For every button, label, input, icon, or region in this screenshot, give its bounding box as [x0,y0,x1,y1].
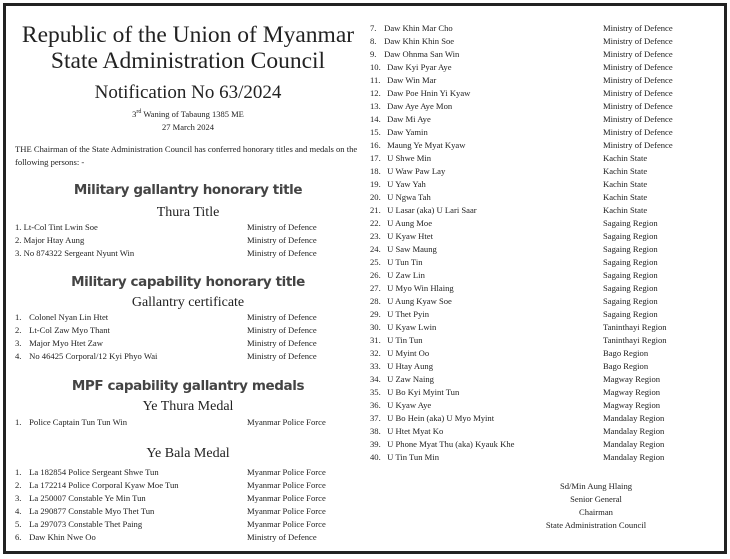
list-item [370,438,720,451]
item-name: U Thet Pyin [387,309,430,319]
item-name: La 182854 Police Sergeant Shwe Tun [29,467,159,477]
item-number: 7. [370,23,377,33]
list-item [370,425,720,438]
item-organization: Taninthayi Region [603,322,667,332]
item-name: U Aung Kyaw Soe [387,296,452,306]
date-myanmar-rest: Waning of Tabaung 1385 ME [141,109,244,119]
list-item [370,191,720,204]
list-item [370,308,720,321]
item-organization: Kachin State [603,179,648,189]
item-name: U Htet Myat Ko [387,426,444,436]
title-council: State Administration Council [50,48,326,74]
list-item [370,126,720,139]
section-heading-mpf: MPF capability gallantry medals [71,378,305,394]
item-organization: Ministry of Defence [603,88,673,98]
list-item [370,282,720,295]
item-number: 1. [15,417,22,427]
item-organization: Sagaing Region [603,244,658,254]
list-item [370,74,720,87]
item-organization: Ministry of Defence [603,101,673,111]
item-number: 11. [370,75,381,85]
item-organization: Bago Region [603,361,649,371]
list-ye-bala-medal-continued [370,22,720,464]
item-name: U Shwe Min [387,153,432,163]
item-organization: Bago Region [603,348,649,358]
item-number: 16. [370,140,381,150]
list-item [370,139,720,152]
list-item [370,269,720,282]
item-name: Daw Aye Aye Mon [387,101,453,111]
item-number: 1. [15,222,22,232]
list-item [370,217,720,230]
item-number: 21. [370,205,381,215]
list-item [370,230,720,243]
item-name: U Zaw Lin [387,270,425,280]
list-item [370,399,720,412]
item-organization: Mandalay Region [603,426,665,436]
item-number: 37. [370,413,381,423]
item-number: 19. [370,179,381,189]
item-organization: Myanmar Police Force [247,480,326,490]
list-item [370,87,720,100]
item-number: 2. [15,235,22,245]
item-name: U Tin Tun Min [387,452,439,462]
list-item [370,360,720,373]
list-item [370,373,720,386]
item-number: 27. [370,283,381,293]
item-number: 3. [15,338,22,348]
list-item [370,204,720,217]
item-number: 18. [370,166,381,176]
item-name: Daw Yamin [387,127,428,137]
list-item [15,479,365,492]
item-number: 3. [15,493,22,503]
item-name: U Phone Myat Thu (aka) Kyauk Khe [387,439,515,449]
item-name: U Ngwa Tah [387,192,431,202]
item-organization: Ministry of Defence [603,140,673,150]
item-number: 25. [370,257,381,267]
item-organization: Ministry of Defence [603,23,673,33]
item-number: 6. [15,532,22,542]
date-gregorian: 27 March 2024 [162,122,214,132]
item-name: Daw Ohnma San Win [384,49,460,59]
list-item [15,505,365,518]
list-gallantry-certificate [15,311,365,363]
list-item [15,531,365,544]
item-name: La 250007 Constable Ye Min Tun [29,493,146,503]
item-number: 33. [370,361,381,371]
item-organization: Myanmar Police Force [247,417,326,427]
item-name: U Kyaw Htet [387,231,433,241]
item-organization: Ministry of Defence [247,248,317,258]
item-name: Police Captain Tun Tun Win [29,417,128,427]
item-organization: Ministry of Defence [603,49,673,59]
date-ordinal: 3 [132,109,137,119]
item-name: Lt-Col Tint Lwin Soe [23,222,98,232]
subheading-thura-title: Thura Title [156,205,220,220]
item-name: Daw Mi Aye [387,114,431,124]
list-ye-thura-medal [15,416,365,429]
item-number: 3. [15,248,22,258]
item-number: 39. [370,439,381,449]
item-name: Maung Ye Myat Kyaw [387,140,466,150]
item-name: La 290877 Constable Myo Thet Tun [29,506,155,516]
item-number: 17. [370,153,381,163]
item-organization: Kachin State [603,205,648,215]
item-number: 2. [15,480,22,490]
item-organization: Myanmar Police Force [247,519,326,529]
item-organization: Magway Region [603,400,661,410]
item-name: U Bo Hein (aka) U Myo Myint [387,413,495,423]
item-organization: Ministry of Defence [603,127,673,137]
item-name: U Zaw Naing [387,374,434,384]
list-item [370,61,720,74]
list-item [370,321,720,334]
item-organization: Sagaing Region [603,270,658,280]
item-organization: Ministry of Defence [603,114,673,124]
item-organization: Magway Region [603,387,661,397]
list-item [370,113,720,126]
item-number: 1. [15,312,22,322]
list-item [15,247,365,260]
item-organization: Ministry of Defence [247,532,317,542]
item-number: 30. [370,322,381,332]
item-name: U Bo Kyi Myint Tun [387,387,460,397]
section-heading-military-capability: Military capability honorary title [71,274,305,290]
item-organization: Ministry of Defence [247,338,317,348]
item-name: U Myo Win Hlaing [387,283,454,293]
item-number: 15. [370,127,381,137]
list-item [15,492,365,505]
intro-paragraph: THE Chairman of the State Administration Council has conferred honorary titles and medals on the following persons: - [15,144,358,167]
list-item [370,243,720,256]
notification-number: Notification No 63/2024 [94,82,282,103]
item-organization: Ministry of Defence [603,36,673,46]
item-organization: Sagaing Region [603,283,658,293]
item-name: Daw Poe Hnin Yi Kyaw [387,88,471,98]
item-name: Daw Kyi Pyar Aye [387,62,452,72]
item-name: U Saw Maung [387,244,437,254]
item-number: 10. [370,62,381,72]
item-organization: Sagaing Region [603,296,658,306]
item-name: Colonel Nyan Lin Htet [29,312,109,322]
list-item [370,295,720,308]
item-name: U Yaw Yah [387,179,426,189]
list-ye-bala-medal [15,466,365,544]
list-item [15,311,365,324]
list-item [15,350,365,363]
item-number: 26. [370,270,381,280]
item-number: 2. [15,325,22,335]
signature-name: Sd/Min Aung Hlaing [559,481,633,491]
item-organization: Ministry of Defence [603,75,673,85]
right-column [366,6,721,551]
item-number: 40. [370,452,381,462]
signature-title: Chairman [579,507,613,517]
item-organization: Myanmar Police Force [247,493,326,503]
list-item [370,100,720,113]
list-item [15,416,365,429]
item-number: 22. [370,218,381,228]
item-organization: Ministry of Defence [603,62,673,72]
item-organization: Ministry of Defence [247,312,317,322]
item-number: 38. [370,426,381,436]
subheading-gallantry-certificate: Gallantry certificate [131,295,245,310]
item-organization: Sagaing Region [603,231,658,241]
item-number: 5. [15,519,22,529]
item-number: 29. [370,309,381,319]
list-item [15,324,365,337]
list-item [15,466,365,479]
item-number: 14. [370,114,381,124]
item-organization: Kachin State [603,166,648,176]
list-item [15,518,365,531]
list-item [370,178,720,191]
item-organization: Magway Region [603,374,661,384]
list-thura-title [15,221,365,260]
date-myanmar [13,109,363,120]
list-item [370,22,720,35]
item-name: U Kyaw Aye [387,400,432,410]
item-organization: Mandalay Region [603,452,665,462]
item-name: Daw Khin Khin Soe [384,36,455,46]
left-column [13,6,363,551]
signature-body: State Administration Council [545,520,647,530]
item-name: U Lasar (aka) U Lari Saar [387,205,477,215]
item-name: U Tin Tun [387,335,423,345]
section-heading-military-gallantry: Military gallantry honorary title [73,182,303,198]
signature-rank: Senior General [570,494,622,504]
item-name: U Aung Moe [387,218,433,228]
item-organization: Kachin State [603,153,648,163]
item-number: 35. [370,387,381,397]
item-organization: Sagaing Region [603,218,658,228]
subheading-ye-bala-medal: Ye Bala Medal [146,446,230,461]
list-item [15,221,365,234]
item-number: 12. [370,88,381,98]
item-number: 9. [370,49,377,59]
item-name: Daw Win Mar [387,75,437,85]
item-number: 4. [15,351,22,361]
item-number: 24. [370,244,381,254]
item-organization: Mandalay Region [603,439,665,449]
item-organization: Kachin State [603,192,648,202]
list-item [370,451,720,464]
list-item [370,412,720,425]
item-name: La 172214 Police Corporal Kyaw Moe Tun [29,480,179,490]
list-item [370,334,720,347]
item-name: U Waw Paw Lay [387,166,446,176]
list-item [370,48,720,61]
item-number: 36. [370,400,381,410]
item-number: 20. [370,192,381,202]
title-republic: Republic of the Union of Myanmar [21,22,355,48]
item-number: 23. [370,231,381,241]
item-name: U Myint Oo [387,348,430,358]
list-item [370,165,720,178]
list-item [15,337,365,350]
subheading-ye-thura-medal: Ye Thura Medal [142,399,234,414]
list-item [370,347,720,360]
item-organization: Ministry of Defence [247,235,317,245]
item-organization: Ministry of Defence [247,325,317,335]
item-organization: Taninthayi Region [603,335,667,345]
item-organization: Mandalay Region [603,413,665,423]
item-number: 34. [370,374,381,384]
item-name: U Tun Tin [387,257,423,267]
item-number: 13. [370,101,381,111]
item-name: Major Htay Aung [23,235,85,245]
item-number: 4. [15,506,22,516]
item-name: No 46425 Corporal/12 Kyi Phyo Wai [29,351,158,361]
item-organization: Sagaing Region [603,309,658,319]
list-item [370,256,720,269]
item-organization: Ministry of Defence [247,222,317,232]
item-organization: Ministry of Defence [247,351,317,361]
item-name: U Htay Aung [387,361,433,371]
item-name: No 874322 Sergeant Nyunt Win [23,248,135,258]
list-item [370,35,720,48]
item-name: La 297073 Constable Thet Paing [29,519,143,529]
item-name: Lt-Col Zaw Myo Thant [29,325,110,335]
list-item [15,234,365,247]
list-item [370,152,720,165]
item-name: Daw Khin Mar Cho [384,23,453,33]
item-number: 28. [370,296,381,306]
item-organization: Myanmar Police Force [247,467,326,477]
item-name: Major Myo Htet Zaw [29,338,103,348]
item-number: 31. [370,335,381,345]
list-item [370,386,720,399]
item-number: 32. [370,348,381,358]
item-number: 1. [15,467,22,477]
item-number: 8. [370,36,377,46]
item-name: U Kyaw Lwin [387,322,437,332]
item-name: Daw Khin Nwe Oo [29,532,96,542]
notification-document [3,3,727,554]
date-ordinal-suffix: rd [136,109,142,116]
item-organization: Sagaing Region [603,257,658,267]
item-organization: Myanmar Police Force [247,506,326,516]
